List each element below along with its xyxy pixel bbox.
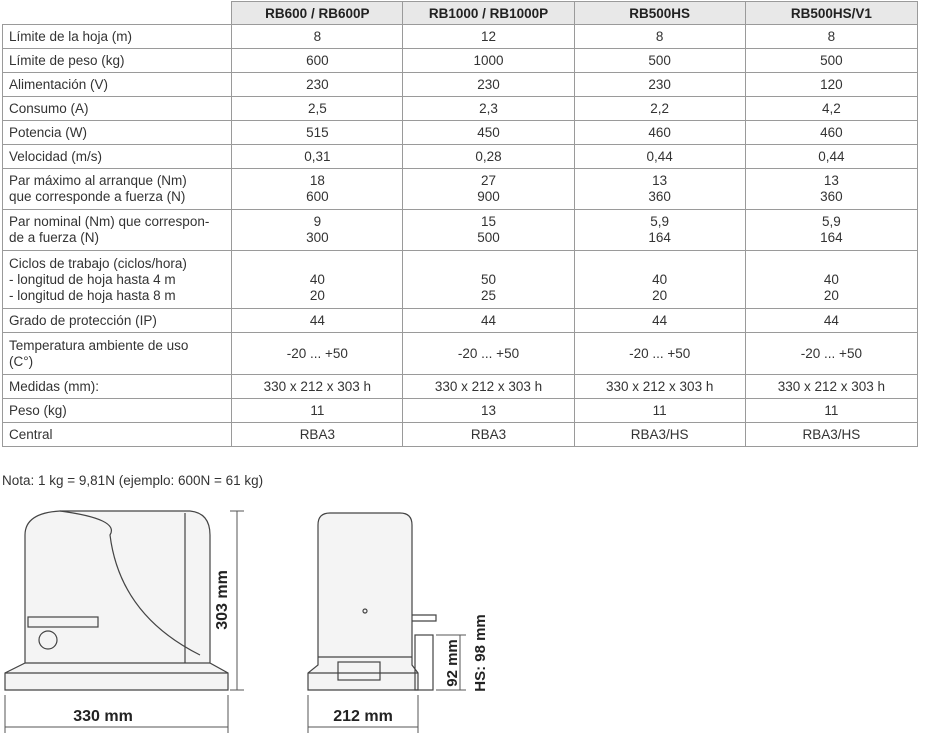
header-rb600: RB600 / RB600P [232, 2, 403, 25]
table-cell: 40 20 [745, 251, 917, 309]
table-row [3, 121, 918, 145]
front-view-drawing [5, 511, 228, 690]
table-cell: 40 20 [232, 251, 403, 309]
table-cell: 11 [232, 399, 403, 423]
table-cell: 500 [574, 49, 745, 73]
table-cell: 460 [574, 121, 745, 145]
table-row [3, 210, 918, 251]
row-label: Alimentación (V) [3, 73, 232, 97]
table-cell: 330 x 212 x 303 h [745, 375, 917, 399]
table-cell: RBA3/HS [574, 423, 745, 447]
table-row [3, 423, 918, 447]
table-cell: 11 [745, 399, 917, 423]
table-cell: 2,3 [403, 97, 574, 121]
row-label: Grado de protección (IP) [3, 309, 232, 333]
table-cell: 0,44 [574, 145, 745, 169]
table-cell: 44 [574, 309, 745, 333]
table-cell: 9 300 [232, 210, 403, 251]
table-cell: 450 [403, 121, 574, 145]
table-cell: 460 [745, 121, 917, 145]
table-cell: -20 ... +50 [232, 333, 403, 375]
row-label: Límite de la hoja (m) [3, 25, 232, 49]
table-row [3, 97, 918, 121]
table-cell: -20 ... +50 [574, 333, 745, 375]
table-cell: 120 [745, 73, 917, 97]
table-cell: 40 20 [574, 251, 745, 309]
table-cell: 5,9 164 [574, 210, 745, 251]
row-label: Par nominal (Nm) que correspon- de a fuerza (N) [3, 210, 232, 251]
table-cell: RBA3 [232, 423, 403, 447]
table-cell: RBA3 [403, 423, 574, 447]
table-row [3, 73, 918, 97]
table-cell: 13 360 [574, 169, 745, 210]
table-cell: 8 [574, 25, 745, 49]
width-label: 330 mm [73, 708, 133, 725]
table-cell: 11 [574, 399, 745, 423]
table-cell: 230 [574, 73, 745, 97]
table-cell: 230 [403, 73, 574, 97]
table-row [3, 399, 918, 423]
depth-label: 212 mm [333, 708, 393, 725]
height-label: 303 mm [214, 570, 231, 630]
row-label: Consumo (A) [3, 97, 232, 121]
row-label: Temperatura ambiente de uso (C°) [3, 333, 232, 375]
table-cell: 2,2 [574, 97, 745, 121]
table-cell: 500 [745, 49, 917, 73]
table-cell: 330 x 212 x 303 h [232, 375, 403, 399]
table-cell: 13 360 [745, 169, 917, 210]
base-hs-label: HS: 98 mm [472, 614, 489, 692]
base-label: 92 mm [444, 639, 461, 687]
table-cell: 0,44 [745, 145, 917, 169]
table-row [3, 251, 918, 309]
table-row [3, 145, 918, 169]
row-label: Par máximo al arranque (Nm) que corresponde a fuerza (N) [3, 169, 232, 210]
row-label: Peso (kg) [3, 399, 232, 423]
height-dimension [230, 511, 244, 690]
row-label: Central [3, 423, 232, 447]
table-cell: 13 [403, 399, 574, 423]
header-rb500hs: RB500HS [574, 2, 745, 25]
table-cell: 18 600 [232, 169, 403, 210]
table-cell: 15 500 [403, 210, 574, 251]
table-cell: 27 900 [403, 169, 574, 210]
note-text: Nota: 1 kg = 9,81N (ejemplo: 600N = 61 kg) [2, 473, 264, 488]
table-cell: -20 ... +50 [403, 333, 574, 375]
table-cell: 0,28 [403, 145, 574, 169]
table-cell: 8 [232, 25, 403, 49]
table-cell: 0,31 [232, 145, 403, 169]
table-row [3, 375, 918, 399]
table-cell: 1000 [403, 49, 574, 73]
table-cell: 330 x 212 x 303 h [403, 375, 574, 399]
table-cell: 5,9 164 [745, 210, 917, 251]
header-rb1000: RB1000 / RB1000P [403, 2, 574, 25]
table-cell: 230 [232, 73, 403, 97]
table-cell: 44 [745, 309, 917, 333]
row-label: Medidas (mm): [3, 375, 232, 399]
dimension-drawing [0, 495, 930, 740]
side-view-drawing [308, 513, 436, 690]
spec-table [2, 1, 918, 447]
table-cell: 8 [745, 25, 917, 49]
table-cell: -20 ... +50 [745, 333, 917, 375]
table-row [3, 49, 918, 73]
table-cell: 515 [232, 121, 403, 145]
header-row [3, 2, 918, 25]
table-cell: RBA3/HS [745, 423, 917, 447]
table-row [3, 309, 918, 333]
table-cell: 44 [403, 309, 574, 333]
table-row [3, 25, 918, 49]
header-blank [3, 2, 232, 25]
table-row [3, 333, 918, 375]
table-cell: 44 [232, 309, 403, 333]
header-rb500hs-v1: RB500HS/V1 [745, 2, 917, 25]
table-cell: 600 [232, 49, 403, 73]
table-cell: 12 [403, 25, 574, 49]
table-cell: 50 25 [403, 251, 574, 309]
row-label: Ciclos de trabajo (ciclos/hora) - longitud de hoja hasta 4 m - longitud de hoja hasta 8 m [3, 251, 232, 309]
table-cell: 330 x 212 x 303 h [574, 375, 745, 399]
table-cell: 2,5 [232, 97, 403, 121]
row-label: Velocidad (m/s) [3, 145, 232, 169]
row-label: Potencia (W) [3, 121, 232, 145]
table-row [3, 169, 918, 210]
table-cell: 4,2 [745, 97, 917, 121]
row-label: Límite de peso (kg) [3, 49, 232, 73]
